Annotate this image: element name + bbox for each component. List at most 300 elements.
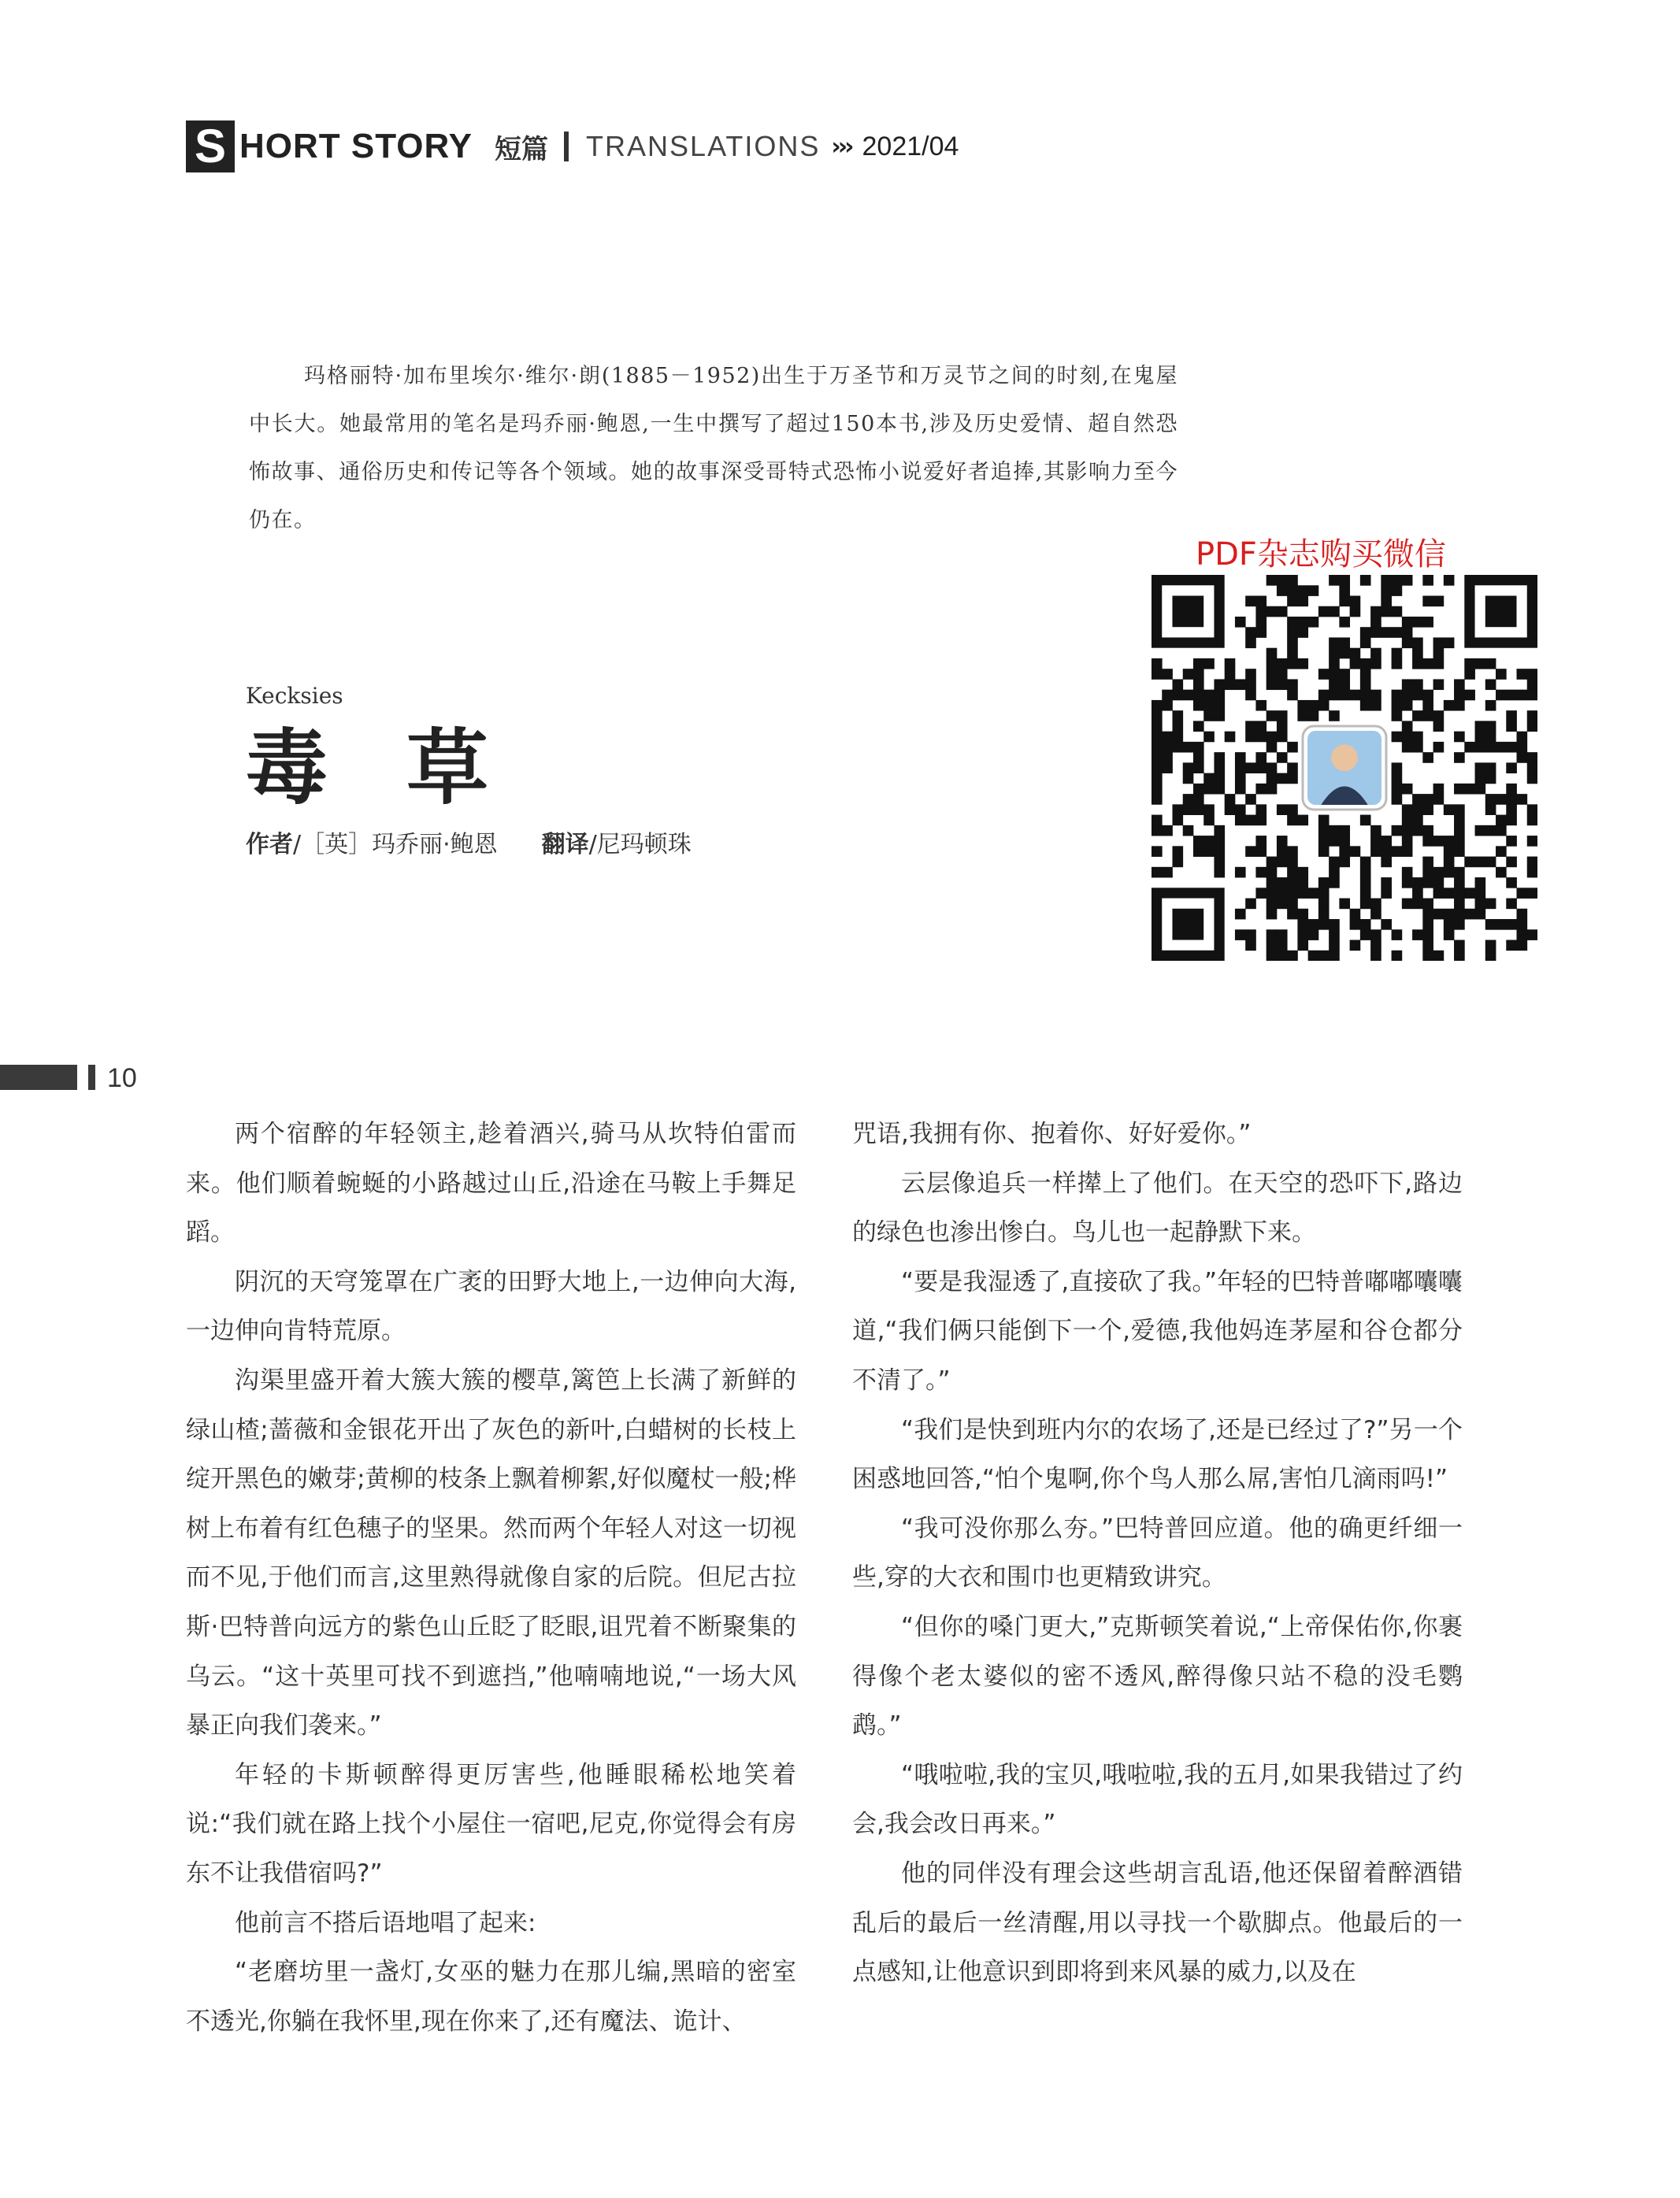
qr-module (1329, 919, 1340, 930)
qr-module (1475, 825, 1486, 836)
qr-module (1329, 679, 1340, 690)
paragraph: 他的同伴没有理会这些胡言乱语,他还保留着醉酒错乱后的最后一丝清醒,用以寻找一个歇脚点。他最后的一点感知,让他意识到即将到来风暴的威力,以及在 (852, 1859, 1463, 1987)
qr-module (1381, 857, 1392, 868)
qr-module (1214, 836, 1225, 847)
qr-module (1245, 690, 1256, 701)
qr-module (1527, 773, 1537, 784)
paragraph: “我可没你那么夯。”巴特普回应道。他的确更纤细一些,穿的大衣和围巾也更精致讲究。 (852, 1514, 1463, 1592)
qr-module (1392, 575, 1403, 586)
qr-module (1392, 585, 1403, 596)
qr-module (1214, 752, 1225, 763)
qr-module (1402, 804, 1413, 815)
qr-module (1360, 690, 1371, 701)
qr-module (1277, 877, 1288, 888)
qr-module (1527, 857, 1537, 868)
qr-module (1444, 867, 1455, 878)
qr-module (1422, 836, 1433, 847)
qr-module (1433, 794, 1445, 805)
qr-module (1422, 909, 1433, 920)
qr-module (1402, 825, 1413, 836)
qr-module (1152, 773, 1163, 784)
qr-module (1454, 752, 1465, 763)
qr-module (1297, 929, 1308, 940)
qr-module (1402, 690, 1413, 701)
qr-module (1287, 867, 1298, 878)
qr-module (1496, 867, 1507, 878)
qr-module (1527, 888, 1537, 899)
qr-module (1225, 732, 1236, 743)
qr-module (1527, 815, 1537, 826)
qr-module (1193, 804, 1204, 815)
page-number: 10 (107, 1063, 137, 1093)
qr-module (1412, 690, 1423, 701)
qr-module (1422, 595, 1433, 606)
qr-module (1381, 585, 1392, 596)
qr-module (1266, 773, 1278, 784)
qr-module (1162, 867, 1173, 878)
qr-module (1350, 940, 1361, 951)
qr-module (1496, 742, 1507, 753)
qr-module (1496, 815, 1507, 826)
qr-module (1517, 794, 1528, 805)
qr-module (1475, 888, 1486, 899)
qr-module (1266, 762, 1278, 773)
qr-module (1308, 919, 1319, 930)
qr-module (1266, 909, 1278, 920)
qr-module (1255, 846, 1266, 857)
qr-module (1392, 929, 1403, 940)
qr-module (1235, 929, 1246, 940)
qr-module (1152, 867, 1163, 878)
qr-module (1162, 752, 1173, 763)
qr-module (1444, 919, 1455, 930)
qr-module (1444, 700, 1455, 711)
qr-module (1172, 857, 1183, 868)
qr-module (1162, 700, 1173, 711)
qr-module (1203, 784, 1215, 795)
qr-module (1318, 836, 1330, 847)
qr-module (1203, 732, 1215, 743)
qr-module (1339, 857, 1350, 868)
qr-module (1527, 867, 1537, 878)
qr-module (1433, 595, 1445, 606)
qr-module (1381, 595, 1392, 606)
qr-module (1203, 710, 1215, 721)
qr-module (1297, 877, 1308, 888)
qr-module (1152, 669, 1163, 680)
qr-module (1475, 784, 1486, 795)
qr-module (1193, 794, 1204, 805)
qr-module (1412, 648, 1423, 659)
qr-module (1412, 794, 1423, 805)
qr-module (1454, 732, 1465, 743)
qr-module (1444, 888, 1455, 899)
qr-module (1287, 658, 1298, 669)
qr-module (1370, 940, 1381, 951)
qr-module (1152, 784, 1163, 795)
qr-module (1287, 690, 1298, 701)
paragraph-continued: 咒语,我拥有你、抱着你、好好爱你。” (852, 1120, 1252, 1148)
qr-module (1506, 762, 1517, 773)
qr-module (1517, 690, 1528, 701)
qr-module (1235, 752, 1246, 763)
qr-module (1370, 951, 1381, 961)
qr-module (1360, 669, 1371, 680)
qr-module (1527, 710, 1537, 721)
qr-module (1506, 804, 1517, 815)
qr-module (1339, 899, 1350, 910)
qr-module (1329, 690, 1340, 701)
qr-module (1203, 700, 1215, 711)
qr-module (1172, 679, 1183, 690)
qr-module (1297, 888, 1308, 899)
qr-module (1496, 690, 1507, 701)
qr-module (1506, 690, 1517, 701)
qr-module (1287, 575, 1298, 586)
qr-module (1287, 773, 1298, 784)
qr-module (1193, 846, 1204, 857)
qr-module (1444, 857, 1455, 868)
qr-module (1422, 929, 1433, 940)
qr-module (1485, 825, 1496, 836)
qr-module (1266, 929, 1278, 940)
qr-module (1485, 700, 1496, 711)
qr-module (1360, 658, 1371, 669)
qr-module (1433, 888, 1445, 899)
qr-module (1235, 773, 1246, 784)
qr-module (1433, 836, 1445, 847)
series-name: HORT STORY (239, 127, 473, 165)
qr-module (1225, 804, 1236, 815)
qr-module (1318, 690, 1330, 701)
qr-module (1444, 929, 1455, 940)
series-logo-s: S (186, 120, 235, 172)
qr-module (1454, 815, 1465, 826)
qr-module (1225, 794, 1236, 805)
qr-module (1350, 595, 1361, 606)
qr-module (1255, 836, 1266, 847)
qr-module (1277, 846, 1288, 857)
qr-module (1245, 669, 1256, 680)
qr-module (1235, 784, 1246, 795)
qr-module (1381, 846, 1392, 857)
qr-module (1454, 804, 1465, 815)
qr-module (1255, 721, 1266, 732)
qr-module (1422, 951, 1433, 961)
qr-module (1381, 606, 1392, 617)
qr-module (1318, 606, 1330, 617)
qr-module (1277, 888, 1288, 899)
qr-module (1402, 617, 1413, 628)
qr-module (1287, 627, 1298, 638)
qr-module (1370, 825, 1381, 836)
qr-module (1287, 877, 1298, 888)
qr-module (1506, 742, 1517, 753)
qr-module (1203, 815, 1215, 826)
qr-module (1329, 575, 1340, 586)
qr-module (1506, 721, 1517, 732)
qr-module (1402, 815, 1413, 826)
qr-module (1485, 804, 1496, 815)
qr-module (1318, 700, 1330, 711)
qr-module (1183, 742, 1194, 753)
qr-module (1517, 669, 1528, 680)
qr-module (1360, 877, 1371, 888)
qr-module (1266, 784, 1278, 795)
qr-module (1433, 909, 1445, 920)
qr-module (1287, 815, 1298, 826)
qr-module (1277, 732, 1288, 743)
qr-module (1360, 919, 1371, 930)
qr-module (1308, 710, 1319, 721)
qr-module (1308, 951, 1319, 961)
paragraph: 阴沉的天穹笼罩在广袤的田野大地上,一边伸向大海,一边伸向肯特荒原。 (186, 1267, 796, 1346)
qr-module (1370, 846, 1381, 857)
qr-module (1527, 752, 1537, 763)
qr-module (1506, 815, 1517, 826)
qr-module (1297, 585, 1308, 596)
qr-module (1475, 899, 1486, 910)
qr-module (1297, 710, 1308, 721)
paragraph: 沟渠里盛开着大簇大簇的樱草,篱笆上长满了新鲜的绿山楂;蔷薇和金银花开出了灰色的新叶,白蜡树的长枝上绽开黑色的嫩芽;黄柳的枝条上飘着柳絮,好似魔杖一般;桦树上布着有红色穗子的坚果。然而两个年轻人对这一切视而不见,于他们而言,这里熟得就像自家的后院。但尼古拉斯·巴特普向远方的紫色山丘眨了眨眼,诅咒着不断聚集的乌云。“这十英里可找不到遮挡,”他喃喃地说,“一场大风暴正向我们袭来。” (186, 1366, 796, 1740)
qr-module (1433, 658, 1445, 669)
qr-module (1454, 940, 1465, 951)
qr-module (1350, 909, 1361, 920)
qr-module (1266, 679, 1278, 690)
qr-module (1517, 940, 1528, 951)
folio-bar (0, 1065, 77, 1090)
qr-module (1444, 804, 1455, 815)
qr-module (1475, 857, 1486, 868)
body-column-right (852, 1110, 1463, 1997)
qr-module (1360, 867, 1371, 878)
paragraph: 他前言不搭后语地唱了起来: (235, 1908, 536, 1937)
qr-module (1277, 929, 1288, 940)
qr-module (1172, 742, 1183, 753)
qr-module (1255, 784, 1266, 795)
qr-module (1392, 825, 1403, 836)
qr-module (1433, 710, 1445, 721)
qr-module (1402, 721, 1413, 732)
ad-label: PDF杂志购买微信 (1196, 536, 1446, 573)
qr-module (1527, 929, 1537, 940)
qr-module (1485, 857, 1496, 868)
qr-module (1360, 700, 1371, 711)
qr-module (1287, 679, 1298, 690)
qr-module (1402, 575, 1413, 586)
qr-module (1203, 804, 1215, 815)
qr-module (1412, 732, 1423, 743)
qr-module (1152, 700, 1163, 711)
magazine-header (186, 118, 959, 175)
qr-module (1193, 679, 1204, 690)
qr-module (1422, 919, 1433, 930)
qr-module (1193, 721, 1204, 732)
issue-date: 2021/04 (862, 131, 959, 161)
qr-module (1381, 888, 1392, 899)
qr-module (1318, 815, 1330, 826)
qr-module (1339, 617, 1350, 628)
qr-module (1277, 658, 1288, 669)
qr-module (1454, 919, 1465, 930)
qr-module (1433, 648, 1445, 659)
qr-module (1277, 804, 1288, 815)
qr-module (1329, 648, 1340, 659)
qr-module (1454, 888, 1465, 899)
paragraph: “要是我湿透了,直接砍了我。”年轻的巴特普嘟嘟囔囔道,“我们俩只能倒下一个,爱德,我他妈连茅屋和谷仓都分不清了。” (852, 1267, 1463, 1395)
qr-module (1370, 648, 1381, 659)
qr-module (1392, 784, 1403, 795)
qr-module (1308, 700, 1319, 711)
qr-module (1297, 617, 1308, 628)
qr-module (1329, 877, 1340, 888)
qr-module (1475, 877, 1486, 888)
qr-module (1152, 710, 1163, 721)
qr-module (1381, 836, 1392, 847)
qr-module (1422, 658, 1433, 669)
qr-module (1203, 690, 1215, 701)
qr-module (1193, 700, 1204, 711)
qr-module (1402, 867, 1413, 878)
qr-module (1255, 762, 1266, 773)
qr-module (1370, 690, 1381, 701)
qr-module (1422, 700, 1433, 711)
qr-module (1266, 669, 1278, 680)
qr-module (1183, 804, 1194, 815)
qr-module (1485, 940, 1496, 951)
qr-module (1527, 669, 1537, 680)
qr-module (1183, 773, 1194, 784)
qr-module (1287, 585, 1298, 596)
qr-module (1392, 794, 1403, 805)
qr-module (1422, 940, 1433, 951)
qr-module (1277, 773, 1288, 784)
qr-module (1412, 888, 1423, 899)
qr-module (1350, 690, 1361, 701)
qr-module (1402, 637, 1413, 648)
paragraph: 两个宿醉的年轻领主,趁着酒兴,骑马从坎特伯雷而来。他们顺着蜿蜒的小路越过山丘,沿途在马鞍上手舞足蹈。 (186, 1120, 796, 1247)
qr-module (1350, 658, 1361, 669)
qr-module (1287, 648, 1298, 659)
qr-module (1287, 951, 1298, 961)
qr-module (1266, 951, 1278, 961)
qr-module (1370, 909, 1381, 920)
qr-module (1402, 627, 1413, 638)
qr-module (1297, 867, 1308, 878)
triple-arrow-icon: ››› (831, 132, 851, 161)
qr-module (1464, 658, 1475, 669)
qr-module (1485, 919, 1496, 930)
qr-module (1172, 710, 1183, 721)
qr-module (1214, 846, 1225, 857)
qr-module (1433, 951, 1445, 961)
qr-module (1506, 919, 1517, 930)
qr-module (1444, 575, 1455, 586)
qr-module (1329, 857, 1340, 868)
qr-module (1255, 700, 1266, 711)
qr-module (1496, 794, 1507, 805)
folio-tick (88, 1065, 95, 1090)
qr-module (1506, 877, 1517, 888)
qr-module (1339, 575, 1350, 586)
qr-module (1370, 627, 1381, 638)
qr-module (1277, 575, 1288, 586)
qr-module (1277, 857, 1288, 868)
qr-module (1454, 825, 1465, 836)
qr-module (1422, 690, 1433, 701)
qr-module (1454, 877, 1465, 888)
qr-module (1464, 888, 1475, 899)
qr-module (1152, 732, 1163, 743)
qr-module (1339, 669, 1350, 680)
qr-module (1402, 732, 1413, 743)
qr-module (1412, 899, 1423, 910)
qr-module (1412, 710, 1423, 721)
qr-module (1444, 846, 1455, 857)
qr-module (1454, 679, 1465, 690)
qr-module (1297, 909, 1308, 920)
qr-module (1235, 762, 1246, 773)
qr-module (1245, 846, 1256, 857)
qr-module (1392, 700, 1403, 711)
qr-module (1392, 732, 1403, 743)
qr-module (1203, 773, 1215, 784)
qr-module (1193, 658, 1204, 669)
qr-module (1485, 742, 1496, 753)
qr-module (1214, 784, 1225, 795)
qr-module (1214, 762, 1225, 773)
section-label: TRANSLATIONS (586, 130, 821, 162)
qr-module (1433, 637, 1445, 648)
qr-module (1266, 732, 1278, 743)
qr-module (1454, 909, 1465, 920)
qr-module (1506, 784, 1517, 795)
qr-module (1203, 658, 1215, 669)
qr-module (1517, 732, 1528, 743)
qr-module (1318, 919, 1330, 930)
translator-name: /尼玛顿珠 (588, 831, 692, 858)
qr-module (1297, 658, 1308, 669)
qr-module (1464, 784, 1475, 795)
qr-module (1496, 919, 1507, 930)
qr-module (1412, 617, 1423, 628)
author-label: 作者 (246, 831, 293, 858)
qr-module (1266, 888, 1278, 899)
paragraph: 年轻的卡斯顿醉得更厉害些,他睡眼稀松地笑着说:“我们就在路上找个小屋住一宿吧,尼克,你觉得会有房东不让我借宿吗?” (186, 1760, 796, 1888)
qr-module (1318, 825, 1330, 836)
qr-module (1287, 899, 1298, 910)
qr-module (1527, 762, 1537, 773)
qr-module (1266, 648, 1278, 659)
qr-module (1475, 762, 1486, 773)
qr-module (1422, 752, 1433, 763)
qr-module (1235, 909, 1246, 920)
story-title-english: Kecksies (246, 683, 343, 709)
qr-module (1245, 940, 1256, 951)
qr-module (1203, 846, 1215, 857)
qr-module (1475, 742, 1486, 753)
qr-module (1339, 690, 1350, 701)
qr-module (1422, 617, 1433, 628)
qr-module (1297, 700, 1308, 711)
qr-module (1412, 742, 1423, 753)
qr-module (1370, 899, 1381, 910)
qr-module (1527, 836, 1537, 847)
qr-module (1370, 606, 1381, 617)
qr-module (1496, 669, 1507, 680)
qr-module (1255, 627, 1266, 638)
qr-module (1287, 637, 1298, 648)
